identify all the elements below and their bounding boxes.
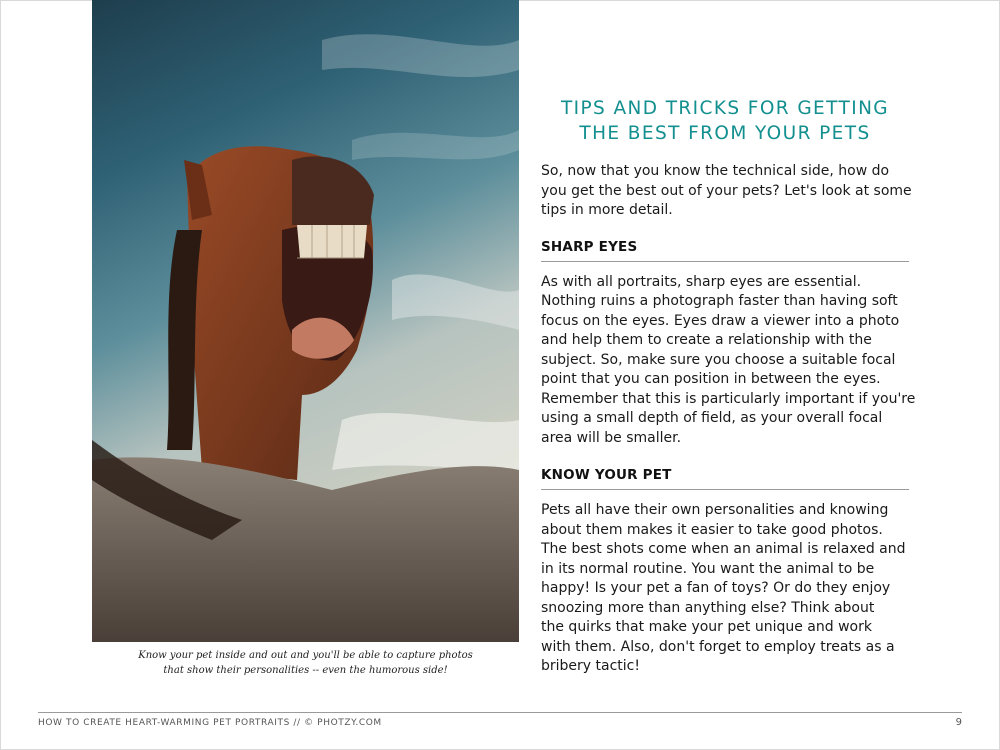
text-line: subject. So, make sure you choose a suitable focal <box>541 351 896 368</box>
caption-line: Know your pet inside and out and you'll be able to capture photos <box>138 650 473 661</box>
text-line: focus on the eyes. Eyes draw a viewer into a photo <box>541 312 900 329</box>
caption-line: that show their personalities -- even the humorous side! <box>163 665 448 676</box>
page-title <box>541 96 909 146</box>
text-line: Pets all have their own personalities and knowing <box>541 502 889 518</box>
text-line: area will be smaller. <box>541 429 682 446</box>
text-line: So, now that you know the technical side, how do <box>541 163 890 179</box>
text-line: and help them to create a relationship with the <box>541 332 872 348</box>
horse-photo <box>92 0 519 642</box>
text-line: point that you can position in between the eyes. <box>541 371 881 387</box>
sharp-eyes-paragraph <box>541 273 916 449</box>
text-line: bribery tactic! <box>541 658 640 674</box>
text-line: Nothing ruins a photograph faster than having soft <box>541 293 898 309</box>
text-line: snoozing more than anything else? Think about <box>541 599 875 616</box>
text-line: The best shots come when an animal is relaxed and <box>541 541 906 557</box>
text-line: about them makes it easier to take good photos. <box>541 521 883 538</box>
horse-photo-illustration <box>92 0 519 642</box>
text-line: using a small depth of field, as your overall focal <box>541 410 883 426</box>
text-line: happy! Is your pet a fan of toys? Or do they enjoy <box>541 580 891 596</box>
article <box>541 96 916 677</box>
text-line: you get the best out of your pets? Let's look at some <box>541 182 912 199</box>
intro-paragraph <box>541 162 912 221</box>
text-line: with them. Also, don't forget to employ treats as a <box>541 638 895 655</box>
title-line: TIPS AND TRICKS FOR GETTING <box>560 98 890 119</box>
footer-divider <box>38 712 962 713</box>
know-your-pet-paragraph <box>541 501 909 677</box>
text-line: As with all portraits, sharp eyes are essential. <box>541 273 862 290</box>
section-heading-sharp-eyes: SHARP EYES <box>541 239 909 262</box>
page-number: 9 <box>955 717 962 728</box>
footer-text: HOW TO CREATE HEART-WARMING PET PORTRAITS // © PHOTZY.COM <box>38 718 382 728</box>
text-line: the quirks that make your pet unique and work <box>541 619 872 635</box>
section-heading-know-your-pet: KNOW YOUR PET <box>541 467 909 490</box>
text-line: tips in more detail. <box>541 202 673 218</box>
title-line: THE BEST FROM YOUR PETS <box>579 123 871 144</box>
text-line: Remember that this is particularly important if you're <box>541 390 916 407</box>
text-line: in its normal routine. You want the animal to be <box>541 560 875 577</box>
photo-caption <box>92 648 519 678</box>
